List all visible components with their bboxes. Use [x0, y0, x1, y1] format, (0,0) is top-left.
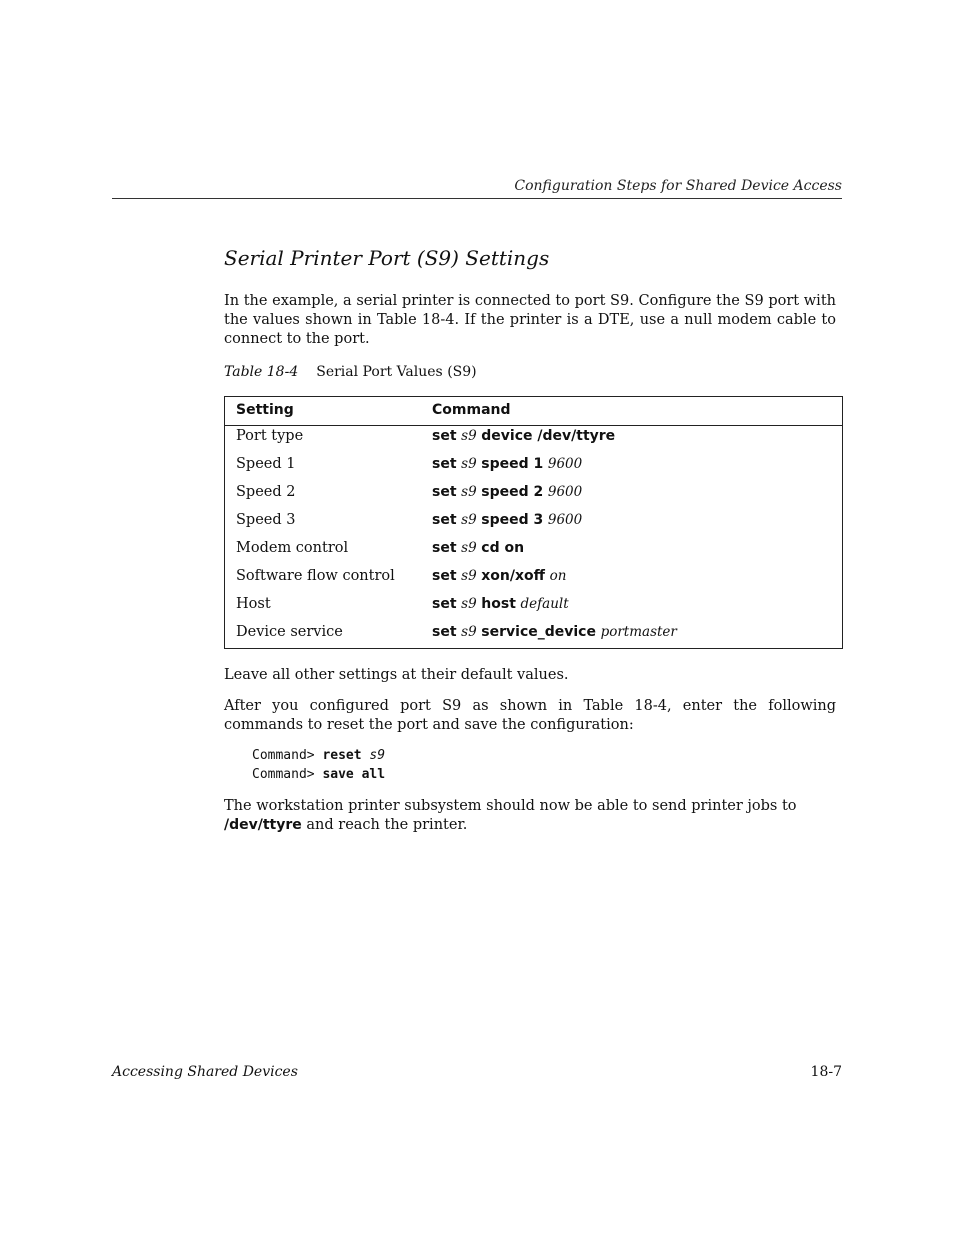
cmd-arg: s9	[461, 512, 477, 528]
row-setting: Speed 1	[236, 456, 296, 472]
cmd-arg: s9	[461, 540, 477, 556]
table-row	[225, 593, 842, 621]
table-row	[225, 509, 842, 537]
cmd-keyword: speed 1	[481, 456, 544, 472]
device-path: /dev/ttyre	[224, 817, 302, 833]
header-rule	[112, 198, 842, 199]
code-prompt: Command>	[252, 767, 315, 782]
cmd-keyword: set	[432, 456, 457, 472]
table-row	[225, 621, 842, 649]
final-text-a: The workstation printer subsystem should now be able to send printer jobs to	[224, 798, 797, 814]
code-line	[252, 748, 385, 763]
row-command	[432, 540, 524, 556]
row-setting: Host	[236, 596, 271, 612]
row-command	[432, 428, 615, 444]
table-caption-text: Serial Port Values (S9)	[316, 364, 477, 380]
cmd-value: 9600	[547, 484, 583, 500]
row-command	[432, 512, 582, 528]
after-paragraph: After you configured port S9 as shown in Table 18-4, enter the following commands to reset the port and save the configuration:	[224, 698, 836, 733]
page-number: 18-7	[810, 1064, 842, 1080]
row-command	[432, 596, 569, 612]
row-command	[432, 484, 582, 500]
cmd-arg: s9	[461, 428, 477, 444]
footer-chapter-title: Accessing Shared Devices	[112, 1064, 298, 1080]
cmd-arg: s9	[461, 484, 477, 500]
table-caption-number: Table 18-4	[224, 364, 299, 380]
table-row	[225, 453, 842, 481]
cmd-keyword: set	[432, 512, 457, 528]
row-command	[432, 456, 582, 472]
table-header-row	[225, 397, 842, 426]
code-arg: s9	[369, 748, 386, 763]
cmd-keyword: set	[432, 428, 457, 444]
row-setting: Port type	[236, 428, 304, 444]
table-row	[225, 565, 842, 593]
code-command: reset	[322, 748, 362, 763]
code-prompt: Command>	[252, 748, 315, 763]
cmd-value: 9600	[547, 456, 583, 472]
cmd-keyword: set	[432, 568, 457, 584]
cmd-keyword: set	[432, 596, 457, 612]
intro-paragraph: In the example, a serial printer is connected to port S9. Configure the S9 port with the values shown in Table 18-4. If the printer is a DTE, use a null modem cable to connect to the port.	[224, 293, 836, 347]
row-setting: Speed 2	[236, 484, 296, 500]
cmd-arg: s9	[461, 624, 477, 640]
cmd-keyword: set	[432, 484, 457, 500]
cmd-value: 9600	[547, 512, 583, 528]
row-setting: Software flow control	[236, 568, 395, 584]
code-command: save all	[322, 767, 386, 782]
row-setting: Device service	[236, 624, 343, 640]
serial-port-values-table	[224, 396, 843, 649]
header-setting: Setting	[236, 402, 294, 418]
cmd-keyword: set	[432, 624, 457, 640]
cmd-keyword: set	[432, 540, 457, 556]
defaults-paragraph: Leave all other settings at their default values.	[224, 667, 569, 683]
cmd-arg: s9	[461, 456, 477, 472]
code-line	[252, 767, 385, 782]
row-setting: Speed 3	[236, 512, 296, 528]
running-head: Configuration Steps for Shared Device Access	[514, 178, 842, 194]
section-title: Serial Printer Port (S9) Settings	[224, 246, 550, 270]
row-setting: Modem control	[236, 540, 349, 556]
table-row	[225, 425, 842, 453]
cmd-arg: s9	[461, 568, 477, 584]
cmd-keyword: speed 2	[481, 484, 544, 500]
row-command	[432, 568, 566, 584]
cmd-keyword: xon/xoff	[481, 568, 545, 584]
row-command	[432, 624, 677, 640]
cmd-keyword: host	[481, 596, 516, 612]
final-text-b: and reach the printer.	[301, 817, 468, 833]
cmd-value: portmaster	[600, 624, 677, 640]
cmd-keyword: service_device	[481, 624, 596, 640]
header-command: Command	[432, 402, 511, 418]
cmd-arg: s9	[461, 596, 477, 612]
cmd-value: default	[520, 596, 569, 612]
final-paragraph	[224, 797, 836, 835]
cmd-value: on	[549, 568, 567, 584]
table-row	[225, 481, 842, 509]
cmd-keyword: speed 3	[481, 512, 544, 528]
cmd-keyword: device /dev/ttyre	[481, 428, 616, 444]
table-caption	[224, 364, 477, 380]
cmd-keyword: cd on	[481, 540, 525, 556]
table-row	[225, 537, 842, 565]
